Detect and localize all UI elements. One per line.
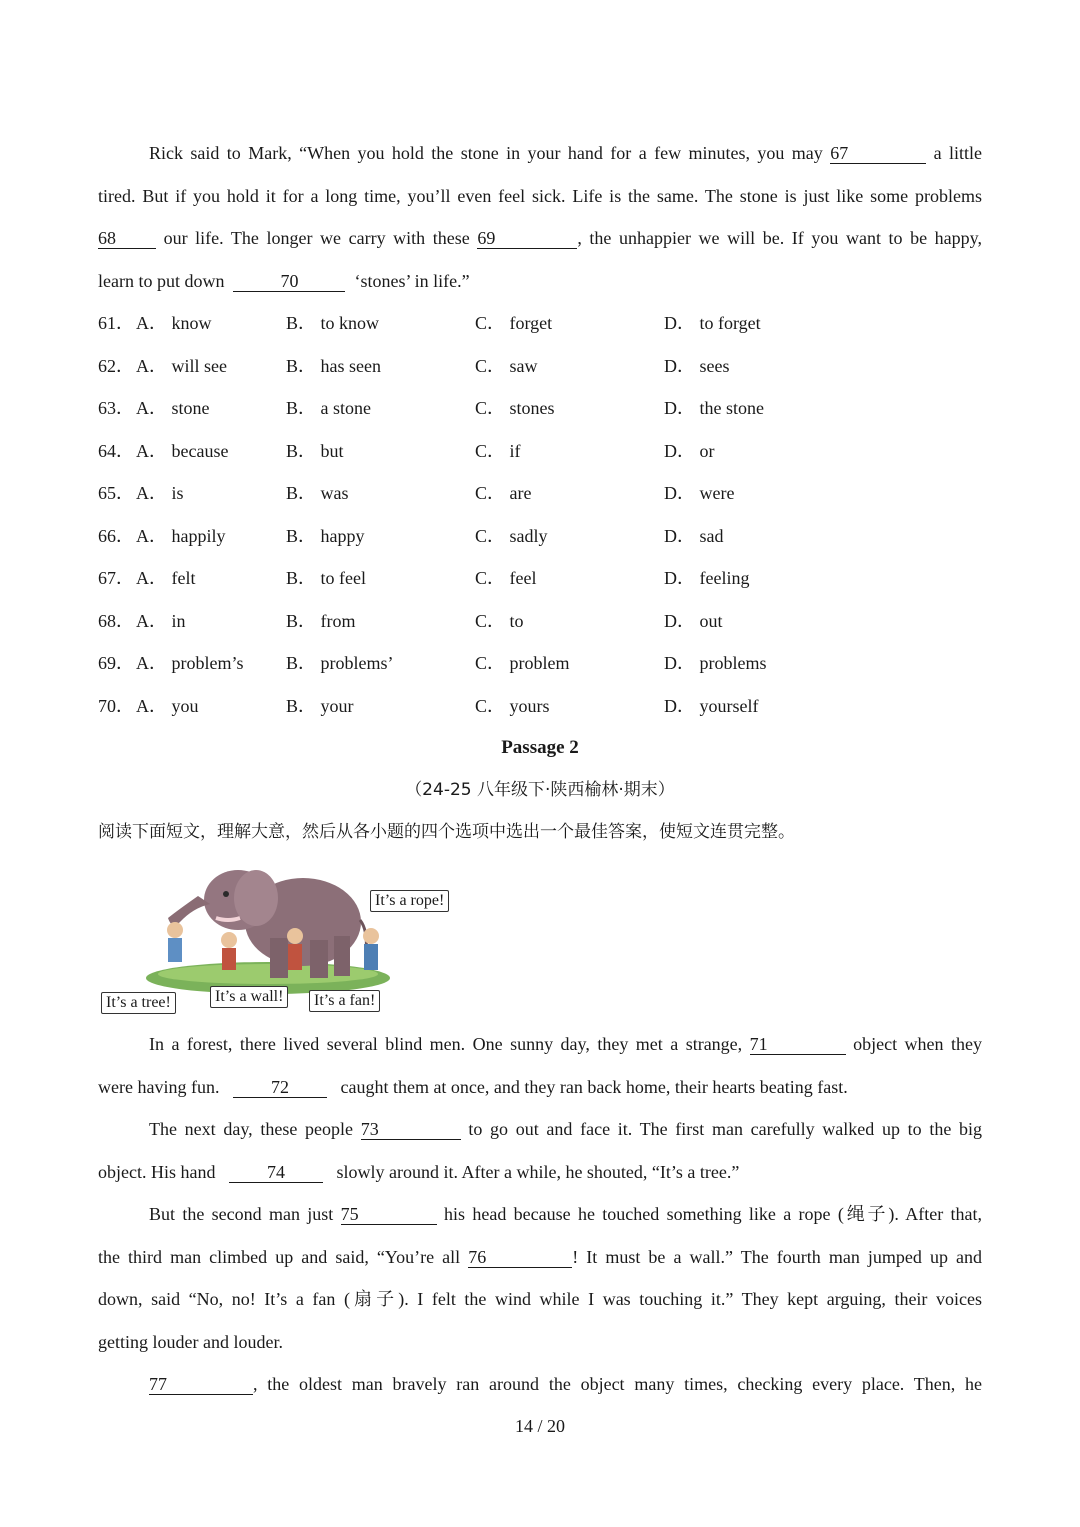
question-number: 68．: [98, 610, 134, 631]
bubble-tree: It’s a tree!: [101, 992, 176, 1014]
option-a[interactable]: A． felt: [136, 568, 196, 588]
question-row: [98, 524, 982, 548]
question-row: [98, 609, 982, 633]
option-b[interactable]: B． from: [286, 610, 356, 631]
blank-75[interactable]: 75: [341, 1204, 437, 1225]
option-a[interactable]: A． stone: [136, 398, 210, 418]
option-b[interactable]: B． has seen: [286, 355, 381, 376]
question-row: [98, 354, 982, 378]
question-row: [98, 396, 982, 420]
option-c[interactable]: C． are: [475, 483, 532, 503]
option-d[interactable]: D． to forget: [664, 313, 761, 333]
question-number: 67．: [98, 568, 134, 588]
question-row: [98, 481, 982, 505]
story-line-5: But the second man just 75 his head because he touched something like a rope (绳子). After that,: [149, 1204, 983, 1224]
option-a[interactable]: A． is: [136, 483, 184, 503]
blank-67[interactable]: 67: [830, 143, 926, 164]
option-d[interactable]: D． sad: [664, 525, 724, 546]
story-line-9: 77 , the oldest man bravely ran around the object many times, checking every place. Then, he: [149, 1374, 982, 1394]
blank-69[interactable]: 69: [477, 228, 577, 249]
option-d[interactable]: D． the stone: [664, 398, 764, 418]
option-c[interactable]: C． feel: [475, 568, 537, 588]
option-d[interactable]: D． or: [664, 440, 715, 461]
option-c[interactable]: C． problem: [475, 653, 570, 673]
question-number: 62．: [98, 355, 134, 376]
blank-77[interactable]: 77: [149, 1374, 253, 1395]
question-row: [98, 566, 982, 590]
para-line-3: 68 our life. The longer we carry with these 69 , the unhappier we will be. If you want to be happy,: [98, 228, 983, 248]
option-c[interactable]: C． forget: [475, 313, 553, 333]
option-c[interactable]: C． to: [475, 610, 524, 631]
option-d[interactable]: D． feeling: [664, 568, 750, 588]
para-line-1: Rick said to Mark, “When you hold the stone in your hand for a few minutes, you may 67 a little: [149, 143, 983, 163]
option-d[interactable]: D． out: [664, 610, 723, 631]
story-line-7: down, said “No, no! It’s a fan (扇子). I felt the wind while I was touching it.” They kept arguing, their voices: [98, 1289, 982, 1309]
blank-73[interactable]: 73: [361, 1119, 461, 1140]
question-number: 69．: [98, 653, 134, 673]
para-line-2: tired. But if you hold it for a long time, you’ll even feel sick. Life is the same. The stone is just like some problems: [98, 186, 982, 206]
question-row: [98, 439, 982, 463]
question-row: [98, 694, 982, 718]
option-b[interactable]: B． to know: [286, 313, 380, 333]
instruction-text: 阅读下面短文，理解大意，然后从各小题的四个选项中选出一个最佳答案，使短文连贯完整。: [98, 822, 795, 842]
question-number: 65．: [98, 483, 134, 503]
page-number: 14 / 20: [514, 1416, 565, 1436]
passage-title: Passage 2: [501, 737, 579, 758]
blank-68[interactable]: 68: [98, 228, 156, 249]
option-a[interactable]: A． will see: [136, 355, 227, 376]
option-a[interactable]: A． problem’s: [136, 653, 244, 673]
question-row: [98, 311, 982, 335]
story-line-2: were having fun. 72 caught them at once, and they ran back home, their hearts beating fast.: [98, 1077, 848, 1097]
question-number: 61．: [98, 313, 134, 333]
para-line-4: learn to put down 70 ‘stones’ in life.”: [98, 271, 470, 291]
option-b[interactable]: B． problems’: [286, 653, 394, 673]
question-number: 70．: [98, 695, 134, 716]
bubble-fan: It’s a fan!: [309, 990, 380, 1012]
option-b[interactable]: B． but: [286, 440, 344, 461]
blank-71[interactable]: 71: [750, 1034, 846, 1055]
option-d[interactable]: D． yourself: [664, 695, 759, 716]
story-line-4: object. His hand 74 slowly around it. After a while, he shouted, “It’s a tree.”: [98, 1162, 740, 1182]
option-b[interactable]: B． your: [286, 695, 354, 716]
option-c[interactable]: C． sadly: [475, 525, 548, 546]
option-b[interactable]: B． a stone: [286, 398, 371, 418]
option-b[interactable]: B． to feel: [286, 568, 366, 588]
story-line-3: The next day, these people 73 to go out and face it. The first man carefully walked up to the big: [149, 1119, 982, 1139]
story-line-8: getting louder and louder.: [98, 1332, 283, 1352]
option-a[interactable]: A． happily: [136, 525, 226, 546]
question-number: 64．: [98, 440, 134, 461]
question-number: 63．: [98, 398, 134, 418]
option-c[interactable]: C． yours: [475, 695, 550, 716]
option-c[interactable]: C． saw: [475, 355, 538, 376]
option-a[interactable]: A． know: [136, 313, 212, 333]
question-number: 66．: [98, 525, 134, 546]
story-line-1: In a forest, there lived several blind men. One sunny day, they met a strange, 71 object when they: [149, 1034, 982, 1054]
option-a[interactable]: A． because: [136, 440, 229, 461]
option-c[interactable]: C． stones: [475, 398, 555, 418]
question-row: [98, 651, 982, 675]
option-b[interactable]: B． happy: [286, 525, 365, 546]
bubble-wall: It’s a wall!: [210, 986, 288, 1008]
blind-men-elephant-illustration: [98, 860, 460, 1022]
option-b[interactable]: B． was: [286, 483, 349, 503]
story-line-6: the third man climbed up and said, “You’re all 76 ! It must be a wall.” The fourth man jumped up and: [98, 1247, 982, 1267]
option-a[interactable]: A． in: [136, 610, 186, 631]
blank-74[interactable]: 74: [229, 1162, 323, 1183]
blank-72[interactable]: 72: [233, 1077, 327, 1098]
blank-70[interactable]: 70: [233, 271, 345, 292]
option-c[interactable]: C． if: [475, 440, 521, 461]
option-d[interactable]: D． problems: [664, 653, 767, 673]
option-a[interactable]: A． you: [136, 695, 199, 716]
blank-76[interactable]: 76: [468, 1247, 572, 1268]
bubble-rope: It’s a rope!: [370, 890, 449, 912]
option-d[interactable]: D． were: [664, 483, 735, 503]
option-d[interactable]: D． sees: [664, 355, 730, 376]
passage-source: （24-25 八年级下·陕西榆林·期末）: [405, 780, 675, 800]
